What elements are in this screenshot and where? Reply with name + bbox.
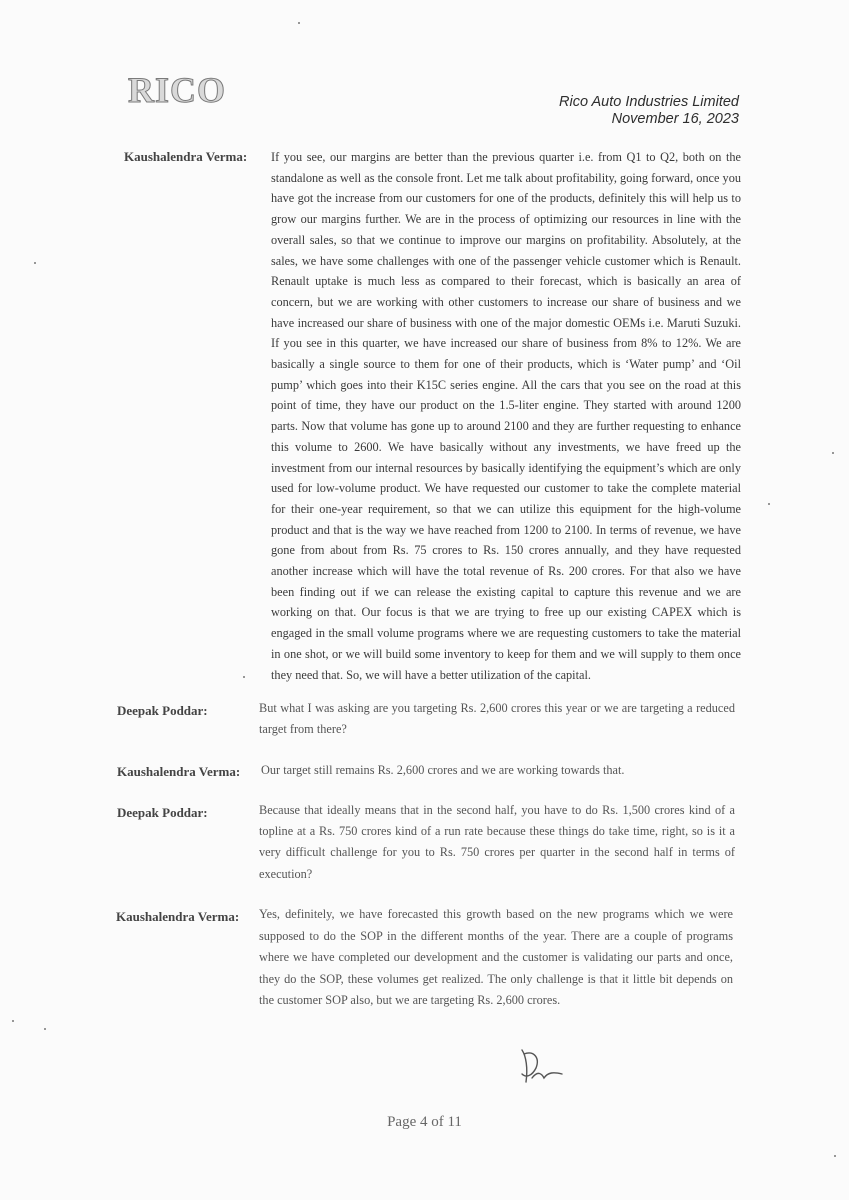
scan-speck (34, 262, 36, 264)
company-logo (126, 70, 238, 110)
speaker-remark: But what I was asking are you targeting Rs. 2,600 crores this year or we are targeting a reduced target from there? (259, 701, 735, 736)
scan-speck (298, 22, 300, 24)
company-name: Rico Auto Industries Limited (559, 94, 739, 110)
document-header (559, 94, 739, 128)
speaker-name: Kaushalendra Verma: (116, 909, 240, 924)
logo-text: RICO (128, 70, 227, 110)
page-number: Page 4 of 11 (387, 1114, 462, 1130)
scan-speck (243, 676, 245, 678)
scan-speck (12, 1020, 14, 1022)
scan-speck (44, 1028, 46, 1030)
speaker-name: Deepak Poddar: (117, 703, 208, 718)
document-date: November 16, 2023 (611, 111, 739, 127)
speaker-name: Kaushalendra Verma: (117, 764, 241, 779)
scan-speck (834, 1155, 836, 1157)
speaker-remark: Yes, definitely, we have forecasted this growth based on the new programs which we were supposed to do the SOP in the different months of the year. There are a couple of programs where we have completed our development and the customer is validating our parts and once, they do the SOP, these volumes get realized. The only challenge is that it little bit depends on the customer SOP also, but we are targeting Rs. 2,600 crores. (259, 907, 733, 1008)
speaker-remark: Because that ideally means that in the second half, you have to do Rs. 1,500 crores kind of a topline at a Rs. 750 crores kind of a run rate because these things do take time, right, so is it a very difficult challenge for you to Rs. 750 crores per quarter in the second half in terms of execution? (259, 803, 735, 881)
speaker-remark: If you see, our margins are better than the previous quarter i.e. from Q1 to Q2, both on the standalone as well as the console front. Let me talk about profitability, going forward, once you have got the increase from our customers for one of the products, definitely this will help us to grow our margins further. We are in the process of optimizing our resources in line with the overall sales, so that we continue to improve our margins on profitability. Absolutely, at the sales, we have some challenges with one of the passenger vehicle customer which is Renault. Renault uptake is much less as compared to their forecast, which is basically an area of concern, but we are working with other customers to increase our share of business and we have increased our share of business with one of the major domestic OEMs i.e. Maruti Suzuki. If you see in this quarter, we have increased our share of business from 8% to 12%. We are basically a single source to them for one of their products, which is ‘Water pump’ and ‘Oil pump’ which goes into their K15C series engine. All the cars that you see on the road at this point of time, they have our product on the 1.5-liter engine. They started with around 1200 parts. Now that volume has gone up to around 2100 and they are further requesting to enhance this volume to 2600. We have basically without any investments, we have freed up the investment from our internal resources by basically identifying the equipment’s which are only used for low-volume product. We have requested our customer to take the complete material for their one-year requirement, so that we can utilize this equipment for the high-volume product and that is the way we have reached from 1200 to 2100. In terms of revenue, we have gone from about from Rs. 75 crores to Rs. 150 crores annually, and they have requested another increase which will have the total revenue of Rs. 200 crores. For that also we have been finding out if we can release the existing capital to capture this revenue and we are working on that. Our focus is that we are trying to free up our existing CAPEX which is engaged in the small volume programs where we are requesting customers to take the material in one shot, or we will build some inventory to keep for them and we will supply to them once they need that. So, we will have a better utilization of the capital. (271, 150, 741, 682)
speaker-name: Kaushalendra Verma: (124, 149, 248, 164)
scan-speck (768, 503, 770, 505)
speaker-remark: Our target still remains Rs. 2,600 crores and we are working towards that. (261, 763, 625, 777)
speaker-name: Deepak Poddar: (117, 805, 208, 820)
signature-mark (512, 1044, 572, 1094)
scan-speck (832, 452, 834, 454)
